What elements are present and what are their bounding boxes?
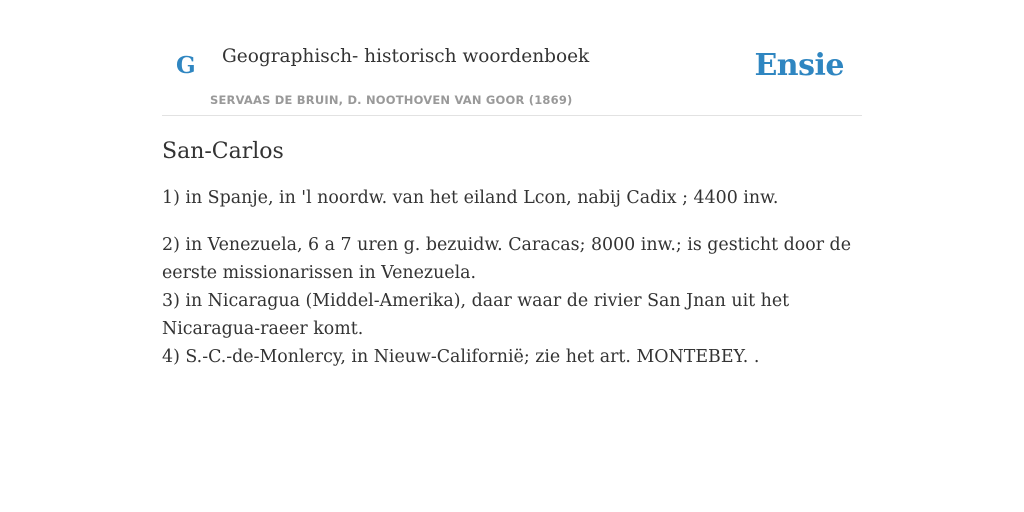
entry-paragraph: 2) in Venezuela, 6 a 7 uren g. bezuidw. Caracas; 8000 inw.; is gesticht door de eerste missionarissen in Venezuela. [162, 234, 851, 283]
ensie-logo-link[interactable]: Ensie [754, 48, 844, 83]
entry-paragraph: 1) in Spanje, in 'l noordw. van het eiland Lcon, nabij Cadix ; 4400 inw. [162, 187, 779, 208]
entry-title: San-Carlos [162, 139, 284, 164]
entry-paragraph: 3) in Nicaragua (Middel-Amerika), daar waar de rivier San Jnan uit het Nicaragua-raeer komt. [162, 290, 790, 339]
entry-paragraph: 4) S.-C.-de-Monlercy, in Nieuw-Californië; zie het art. MONTEBEY. . [162, 346, 760, 367]
book-letter-icon[interactable]: G [176, 52, 196, 79]
book-title[interactable]: Geographisch- historisch woordenboek [222, 46, 590, 67]
entry-content [162, 138, 862, 371]
book-header [162, 0, 862, 116]
book-authors: SERVAAS DE BRUIN, D. NOOTHOVEN VAN GOOR (1869) [210, 93, 573, 107]
